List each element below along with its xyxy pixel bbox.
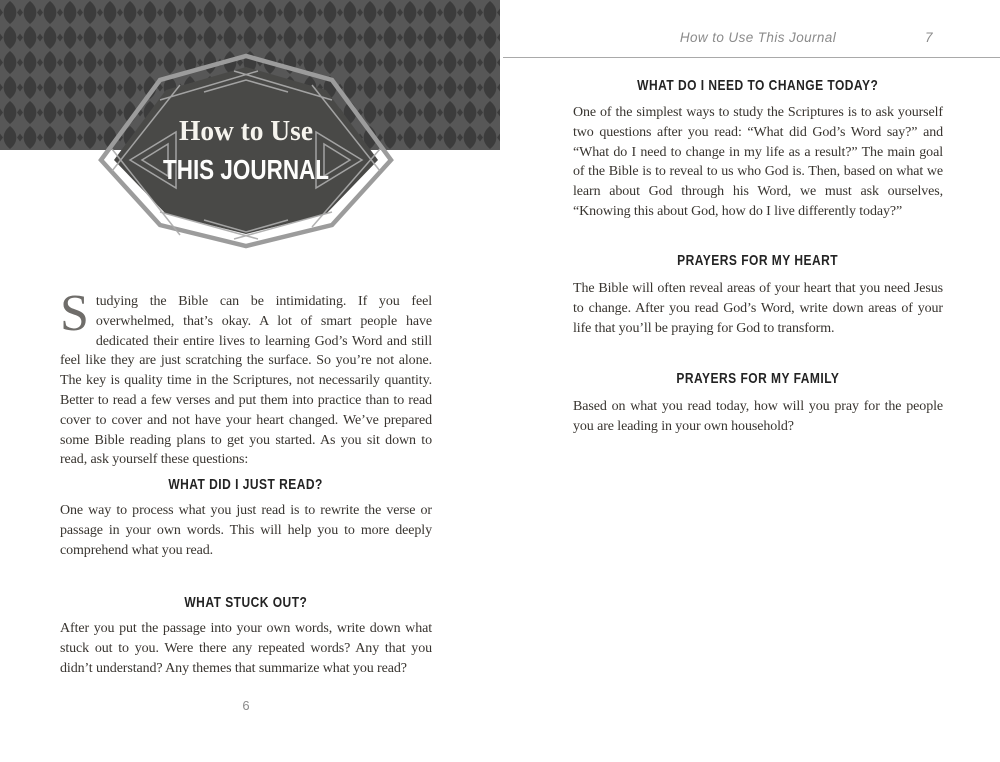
section-heading-what-did-i-just-read: WHAT DID I JUST READ? bbox=[168, 476, 324, 493]
right-page-number: 7 bbox=[925, 30, 933, 45]
intro-text: tudying the Bible can be intimidating. If you feel overwhelmed, that’s okay. A lot of smart people have dedicated their entire lives to learning God’s Word and still feel like they are just scratching the surface. So you’re not alone. The key is quality time in the Scriptures, not necessarily quantity. Better to read a few verses and put them into practice than to read cover to cover and not have your heart changed. We’ve prepared some Bible reading plans to get you started. As you sit down to read, ask yourself these questions: bbox=[60, 294, 432, 468]
section-heading-prayers-family: PRAYERS FOR MY FAMILY bbox=[676, 370, 840, 387]
section-heading-what-stuck-out: WHAT STUCK OUT? bbox=[184, 594, 308, 611]
intro-paragraph bbox=[60, 285, 432, 470]
running-header: How to Use This Journal bbox=[679, 30, 837, 45]
section-body-prayers-heart: The Bible will often reveal areas of your heart that you need Jesus to change. After you read God’s Word, write down areas of your life that you’ll be praying for God to transform. bbox=[573, 281, 943, 336]
left-page-number: 6 bbox=[242, 698, 250, 713]
section-body-prayers-family: Based on what you read today, how will you pray for the people you are leading in your own household? bbox=[573, 399, 943, 434]
section-heading-change-today: WHAT DO I NEED TO CHANGE TODAY? bbox=[637, 77, 879, 94]
badge-title-line2: THIS JOURNAL bbox=[163, 154, 329, 185]
chapter-badge bbox=[96, 48, 396, 253]
section-body-change-today: One of the simplest ways to study the Scriptures is to ask yourself two questions after you read: “What did God’s Word say?” and “What do I need to change in my life as a result?” The main goal of the Bible is to reveal to us who God is. Then, based on what we learn about God through his Word, we must ask ourselves, “Knowing this about God, how do I live differently today?” bbox=[573, 105, 943, 219]
badge-title-line1: How to Use bbox=[179, 115, 314, 147]
section-body-what-stuck-out: After you put the passage into your own words, write down what stuck out to you. Were there any repeated words? Any that you didn’t understand? Any themes that summarize what you read? bbox=[60, 621, 432, 676]
header-rule bbox=[503, 57, 1000, 58]
drop-cap: S bbox=[60, 285, 89, 342]
right-page bbox=[500, 0, 1000, 762]
section-body-what-did-i-just-read: One way to process what you just read is to rewrite the verse or passage in your own words. This will help you to more deeply comprehend what you read. bbox=[60, 503, 432, 558]
section-heading-prayers-heart: PRAYERS FOR MY HEART bbox=[677, 252, 839, 269]
